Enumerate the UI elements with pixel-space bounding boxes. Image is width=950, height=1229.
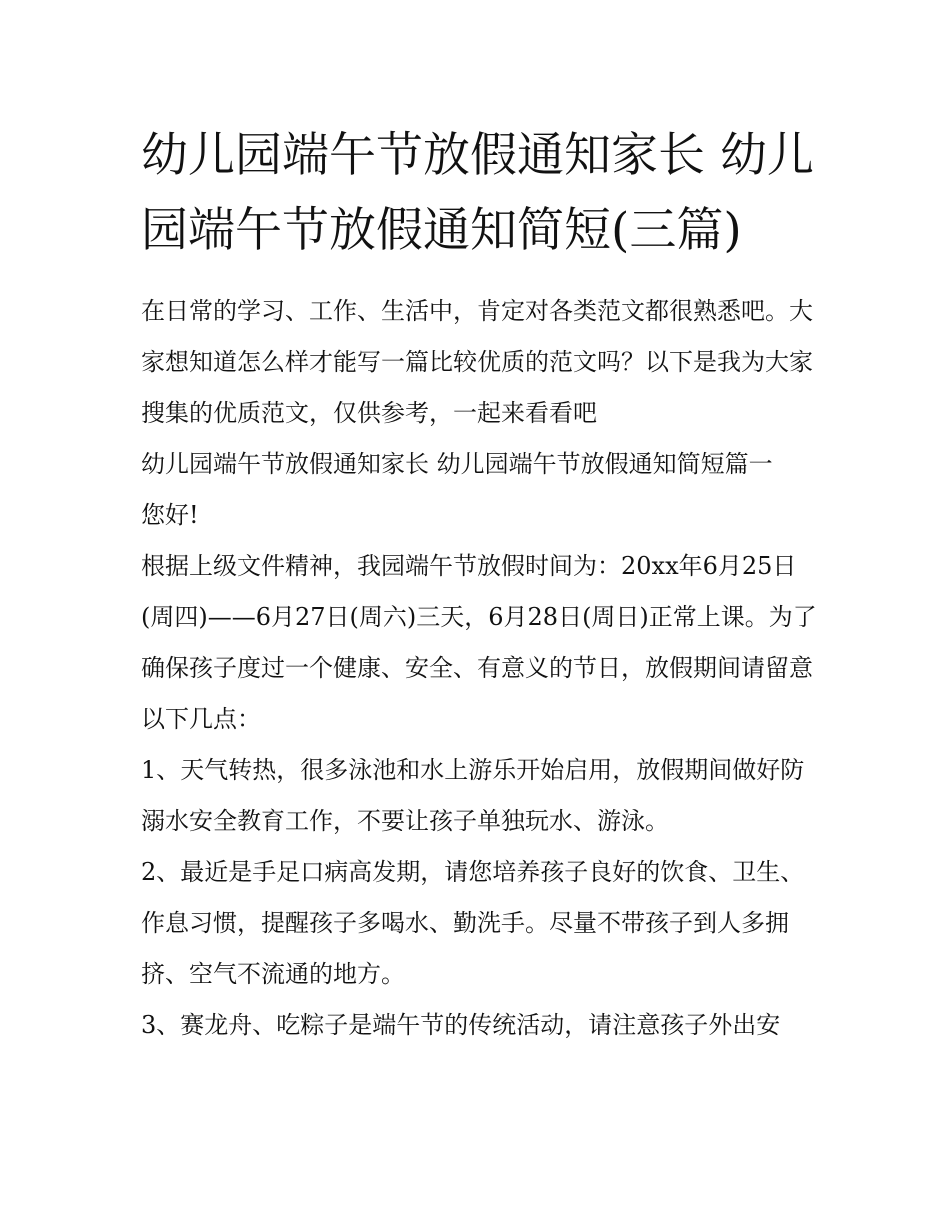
notice-item-2: 2、最近是手足口病高发期，请您培养孩子良好的饮食、卫生、作息习惯，提醒孩子多喝水、勤洗手。尽量不带孩子到人多拥挤、空气不流通的地方。 [141, 858, 805, 988]
greeting-paragraph: 您好! [141, 501, 199, 529]
section-heading: 幼儿园端午节放假通知家长 幼儿园端午节放假通知简短篇一 [141, 450, 773, 478]
notice-item-3: 3、赛龙舟、吃粽子是端午节的传统活动，请注意孩子外出安 [141, 1011, 781, 1039]
document-page [141, 118, 821, 1051]
document-body [141, 286, 821, 1051]
document-title: 幼儿园端午节放假通知家长 幼儿园端午节放假通知简短(三篇) [141, 128, 814, 258]
schedule-paragraph: 根据上级文件精神，我园端午节放假时间为：20xx年6月25日(周四)——6月27日(周六)三天，6月28日(周日)正常上课。为了确保孩子度过一个健康、安全、有意义的节日，放假期间请留意以下几点： [141, 552, 817, 733]
intro-paragraph: 在日常的学习、工作、生活中，肯定对各类范文都很熟悉吧。大家想知道怎么样才能写一篇比较优质的范文吗？以下是我为大家搜集的优质范文，仅供参考，一起来看看吧 [141, 297, 813, 427]
notice-item-1: 1、天气转热，很多泳池和水上游乐开始启用，放假期间做好防溺水安全教育工作，不要让孩子单独玩水、游泳。 [141, 756, 805, 835]
